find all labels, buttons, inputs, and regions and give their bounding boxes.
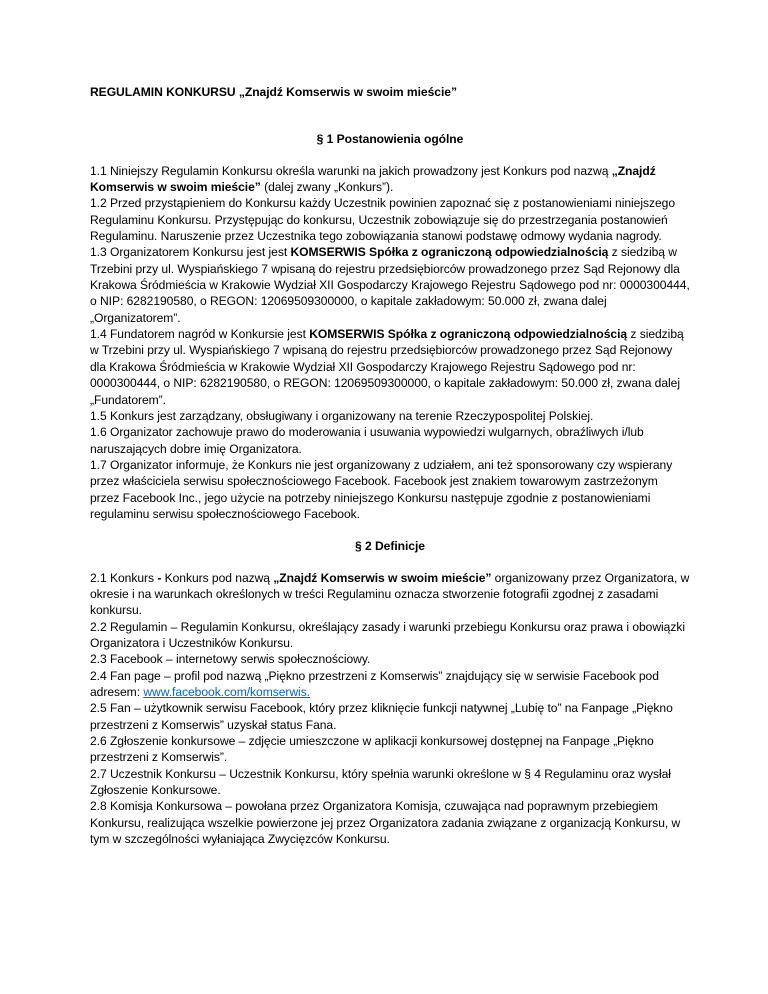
paragraph-1-2: 1.2 Przed przystąpieniem do Konkursu każdy Uczestnik powinien zapoznać się z postanowieniami niniejszego Regulaminu Konkursu. Przystępując do konkursu, Uczestnik zobowiązuje się do przestrzegania postanowień Regulaminu. Naruszenie przez Uczestnika tego zobowiązania stanowi podstawę odmowy wydania nagrody. (90, 196, 676, 244)
paragraph-1-1: 1.1 Niniejszy Regulamin Konkursu określa warunki na jakich prowadzony jest Konkurs pod nazwą „Znajdź Komserwis w swoim mieście” (dalej zwany „Konkurs”). (90, 163, 656, 195)
document-title: REGULAMIN KONKURSU „Znajdź Komserwis w swoim mieście” (90, 85, 457, 99)
facebook-link[interactable]: www.facebook.com/komserwis. (143, 685, 310, 699)
paragraph-1-6: 1.6 Organizator zachowuje prawo do moderowania i usuwania wypowiedzi wulgarnych, obraźliwych i/lub naruszających dobre imię Organizatora. (90, 425, 644, 456)
paragraph-2-4: 2.4 Fan page – profil pod nazwą „Piękno przestrzeni z Komserwis” znajdujący się w serwisie Facebook pod adresem: www.facebook.com/komserwis. (90, 668, 659, 699)
paragraph-1-5: 1.5 Konkurs jest zarządzany, obsługiwany i organizowany na terenie Rzeczypospolitej Polskiej. (90, 408, 594, 423)
paragraph-2-8: 2.8 Komisja Konkursowa – powołana przez Organizatora Komisja, czuwająca nad poprawnym przebiegiem Konkursu, realizująca wszelkie powierzone jej przez Organizatora zadania związane z organizacją Konkursu, w tym w szczególności wyłaniająca Zwycięzców Konkursu. (90, 799, 681, 847)
section-2-heading: § 2 Definicje (355, 539, 425, 554)
paragraph-1-3: 1.3 Organizatorem Konkursu jest jest KOMSERWIS Spółka z ograniczoną odpowiedzialnością z siedzibą w Trzebini przy ul. Wyspiańskiego 7 wpisaną do rejestru przedsiębiorców prowadzonego przez Sąd Rejonowy dla Krakowa Śródmieścia w Krakowie Wydział XII Gospodarczy Krajowego Rejestru Sądowego pod nr: 0000300444, o NIP: 6282190580, o REGON: 12069509300000, o kapitale zakładowym: 50.000 zł, zwana dalej „Organizatorem”. (90, 245, 690, 325)
paragraph-2-1: 2.1 Konkurs - Konkurs pod nazwą „Znajdź Komserwis w swoim mieście” organizowany przez Organizatora, w okresie i na warunkach określonych w treści Regulaminu oznacza stworzenie fotografii zgodnej z zasadami konkursu. (90, 570, 690, 618)
paragraph-2-7: 2.7 Uczestnik Konkursu – Uczestnik Konkursu, który spełnia warunki określone w § 4 Regulaminu oraz wysłał Zgłoszenie Konkursowe. (90, 766, 671, 798)
section-1-heading: § 1 Postanowienia ogólne (316, 132, 464, 147)
paragraph-1-7: 1.7 Organizator informuje, że Konkurs nie jest organizowany z udziałem, ani też sponsorowany czy wspierany przez właściciela serwisu społecznościowego Facebook. Facebook jest znakiem towarowym zastrzeżonym przez Facebook Inc., jego użycie na potrzeby niniejszego Konkursu następuje zgodnie z postanowieniami regulaminu serwisu społecznościowego Facebook. (90, 457, 673, 521)
paragraph-2-2: 2.2 Regulamin – Regulamin Konkursu, określający zasady i warunki przebiegu Konkursu oraz prawa i obowiązki Organizatora i Uczestników Konkursu. (90, 619, 685, 650)
document-page (90, 84, 690, 847)
paragraph-2-5: 2.5 Fan – użytkownik serwisu Facebook, który przez kliknięcie funkcji natywnej „Lubię to” na Fanpage „Piękno przestrzeni z Komserwis” uzyskał status Fana. (90, 701, 673, 732)
paragraph-1-4: 1.4 Fundatorem nagród w Konkursie jest KOMSERWIS Spółka z ograniczoną odpowiedzialnością z siedzibą w Trzebini przy ul. Wyspiańskiego 7 wpisaną do rejestru przedsiębiorców prowadzonego przez Sąd Rejonowy dla Krakowa Śródmieścia w Krakowie Wydział XII Gospodarczy Krajowego Rejestru Sądowego pod nr: 0000300444, o NIP: 6282190580, o REGON: 12069509300000, o kapitale zakładowym: 50.000 zł, zwana dalej „Fundatorem”. (90, 327, 684, 407)
paragraph-2-3: 2.3 Facebook – internetowy serwis społecznościowy. (90, 652, 371, 667)
paragraph-2-6: 2.6 Zgłoszenie konkursowe – zdjęcie umieszczone w aplikacji konkursowej dostępnej na Fanpage „Piękno przestrzeni z Komserwis”. (90, 734, 654, 765)
